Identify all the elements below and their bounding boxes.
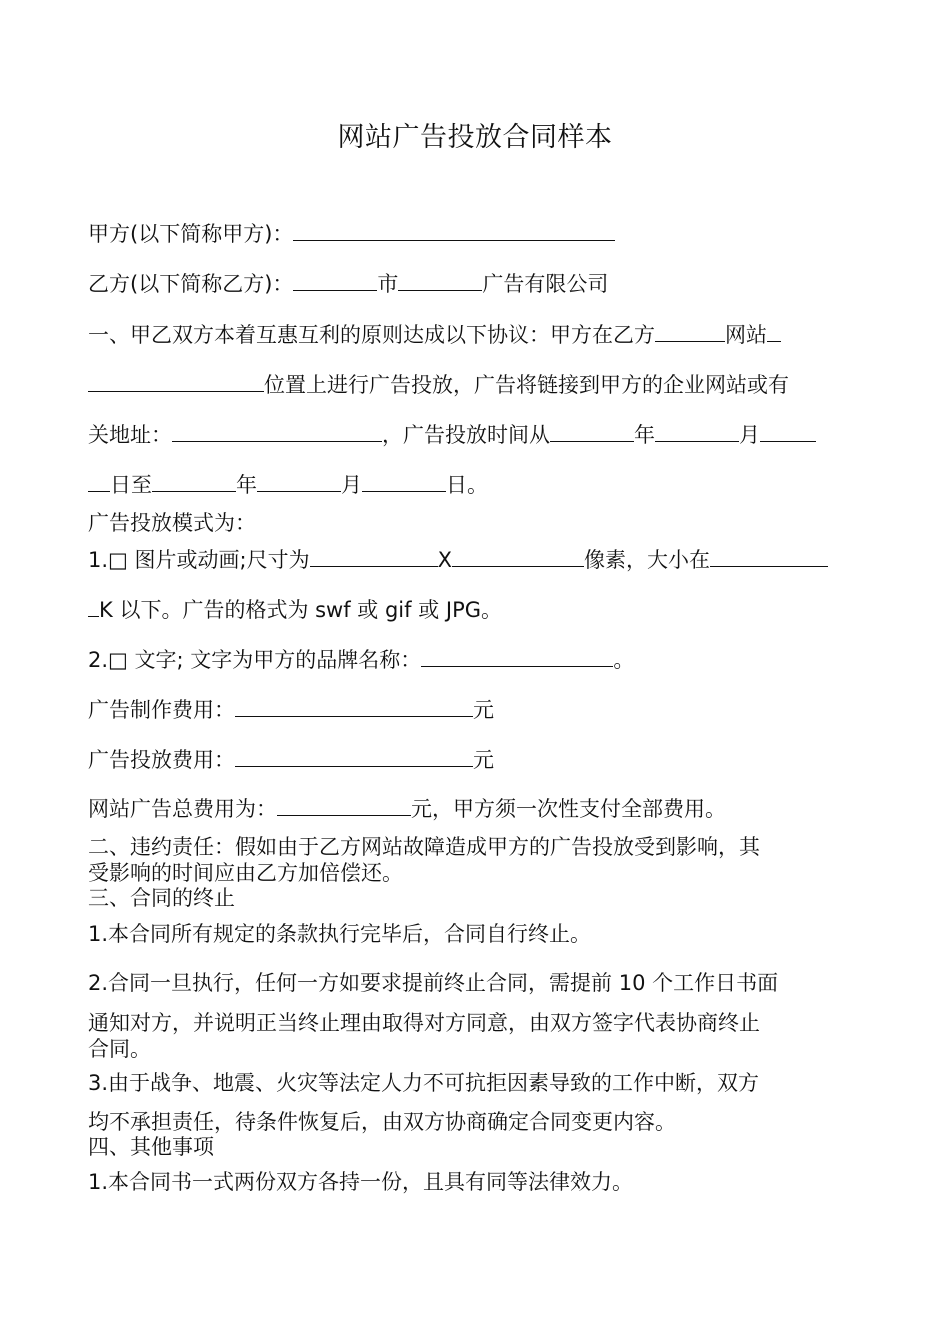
party-b-line [88, 270, 878, 298]
ad-format-text: K 以下。广告的格式为 swf 或 gif 或 JPG。 [99, 598, 503, 622]
clause-3-item-3-line-1: 3.由于战争、地震、火灾等法定人力不可抗拒因素导致的工作中断，双方 [88, 1071, 760, 1095]
start-month-blank[interactable] [655, 421, 739, 442]
ad-mode-option-2-line [88, 646, 878, 674]
clause-1-line-4 [88, 471, 878, 499]
clause-2-line-1: 二、违约责任：假如由于乙方网站故障造成甲方的广告投放受到影响，其 [88, 835, 760, 859]
party-a-label: 甲方(以下简称甲方)： [88, 222, 294, 246]
start-day-blank[interactable] [88, 471, 110, 492]
start-day-label: 日至 [110, 473, 152, 497]
end-day-blank[interactable] [362, 471, 446, 492]
clause-2-line-2: 受影响的时间应由乙方加倍偿还。 [88, 861, 403, 885]
clause-1-line-1 [88, 321, 878, 349]
clause-3-heading: 三、合同的终止 [88, 886, 235, 910]
file-size-blank-start[interactable] [710, 546, 828, 567]
end-year-blank[interactable] [152, 471, 236, 492]
clause-1-line-2 [88, 371, 878, 399]
clause-1-time-label: ，广告投放时间从 [382, 423, 550, 447]
clause-1-line-3 [88, 421, 878, 449]
placement-fee-unit: 元 [473, 748, 494, 772]
placement-fee-line [88, 746, 878, 774]
position-blank[interactable] [88, 371, 264, 392]
start-day-blank-start[interactable] [760, 421, 816, 442]
total-fee-label: 网站广告总费用为： [88, 797, 277, 821]
ad-mode-option-1-line-2 [88, 596, 878, 624]
size-height-blank[interactable] [452, 546, 584, 567]
start-month-label: 月 [739, 423, 760, 447]
end-year-label: 年 [236, 473, 257, 497]
ad-mode-option-1-label: 1.□ 图片或动画;尺寸为 [88, 548, 310, 572]
party-b-company-blank[interactable] [398, 270, 482, 291]
ad-mode-option-2-label: 2.□ 文字; 文字为甲方的品牌名称： [88, 648, 422, 672]
brand-name-end: 。 [613, 648, 635, 672]
size-unit-label: 像素，大小在 [584, 548, 711, 572]
clause-3-item-2-line-3: 合同。 [88, 1037, 151, 1061]
ad-mode-heading: 广告投放模式为： [88, 511, 256, 535]
clause-4-heading: 四、其他事项 [88, 1135, 214, 1159]
file-size-blank[interactable] [88, 596, 99, 617]
production-fee-blank[interactable] [235, 696, 473, 717]
party-a-line [88, 220, 878, 248]
size-x-label: X [437, 548, 453, 572]
document-title: 网站广告投放合同样本 [337, 122, 613, 153]
start-year-blank[interactable] [550, 421, 634, 442]
position-blank-start[interactable] [767, 321, 781, 342]
party-a-blank[interactable] [293, 220, 615, 241]
placement-fee-blank[interactable] [235, 746, 473, 767]
clause-4-item-1: 1.本合同书一式两份双方各持一份，且具有同等法律效力。 [88, 1170, 634, 1194]
clause-1-text-2: 位置上进行广告投放，广告将链接到甲方的企业网站或有 [264, 373, 789, 397]
end-month-label: 月 [341, 473, 362, 497]
size-width-blank[interactable] [310, 546, 438, 567]
placement-fee-label: 广告投放费用： [88, 748, 235, 772]
clause-1-text-1: 一、甲乙双方本着互惠互利的原则达成以下协议：甲方在乙方 [88, 323, 655, 347]
total-fee-line [88, 795, 878, 823]
production-fee-line [88, 696, 878, 724]
clause-3-item-1: 1.本合同所有规定的条款执行完毕后，合同自行终止。 [88, 922, 592, 946]
site-name-blank[interactable] [655, 321, 725, 342]
address-blank[interactable] [172, 421, 382, 442]
brand-name-blank[interactable] [421, 646, 613, 667]
total-fee-blank[interactable] [277, 795, 411, 816]
clause-3-item-3-line-2: 均不承担责任，待条件恢复后，由双方协商确定合同变更内容。 [88, 1110, 676, 1134]
party-b-city-label: 市 [377, 272, 399, 296]
end-month-blank[interactable] [257, 471, 341, 492]
clause-3-item-2-line-1: 2.合同一旦执行，任何一方如要求提前终止合同，需提前 10 个工作日书面 [88, 971, 779, 995]
clause-1-site-label: 网站 [725, 323, 767, 347]
total-fee-text: 元，甲方须一次性支付全部费用。 [411, 797, 726, 821]
start-year-label: 年 [634, 423, 655, 447]
clause-3-item-2-line-2: 通知对方，并说明正当终止理由取得对方同意，由双方签字代表协商终止 [88, 1011, 760, 1035]
party-b-company-label: 广告有限公司 [482, 272, 609, 296]
end-day-label: 日。 [446, 473, 488, 497]
production-fee-unit: 元 [473, 698, 494, 722]
production-fee-label: 广告制作费用： [88, 698, 235, 722]
clause-1-address-label: 关地址： [88, 423, 172, 447]
party-b-city-blank[interactable] [293, 270, 377, 291]
ad-mode-option-1-line-1 [88, 546, 878, 574]
party-b-label: 乙方(以下简称乙方)： [88, 272, 294, 296]
